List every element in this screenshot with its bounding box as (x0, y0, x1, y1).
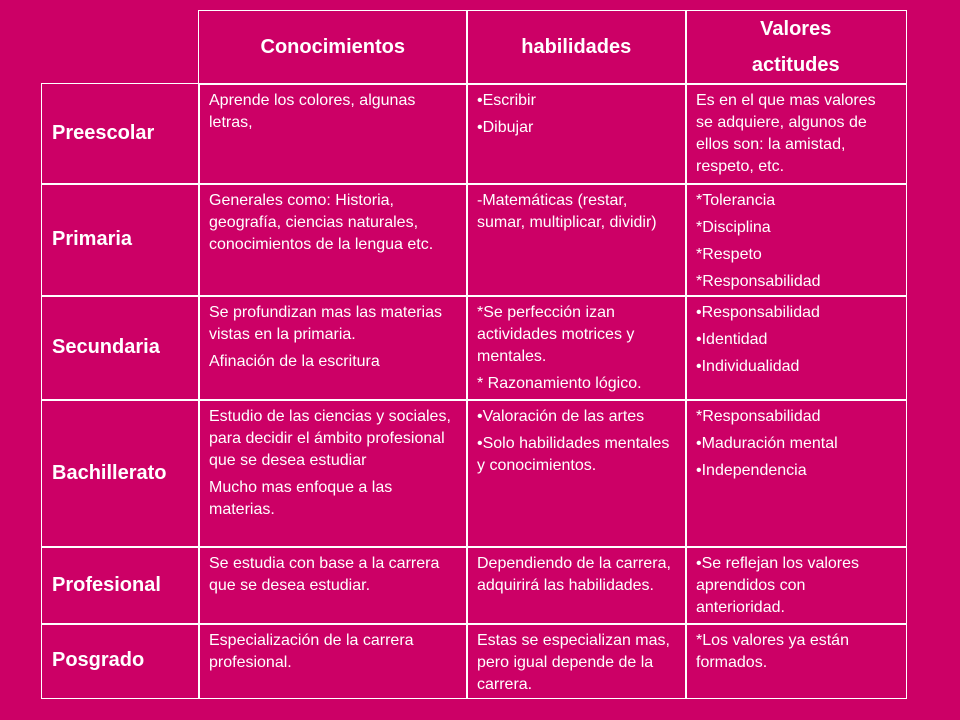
cell-text: Estas se especializan mas, pero igual depende de la carrera. (477, 632, 670, 693)
table-cell (198, 83, 468, 185)
table-cell (685, 183, 907, 297)
cell-text: •Valoración de las artes (477, 408, 645, 425)
table-cell (466, 83, 687, 185)
row-header-label: Preescolar (52, 122, 155, 145)
cell-text: Estudio de las ciencias y sociales, para decidir el ámbito profesional que se desea estudiar (209, 408, 451, 469)
cell-text: •Maduración mental (696, 435, 838, 452)
cell-text: •Identidad (696, 331, 768, 348)
cell-text: Dependiendo de la carrera, adquirirá las habilidades. (477, 555, 671, 594)
cell-text: *Responsabilidad (696, 273, 821, 290)
cell-text: *Tolerancia (696, 192, 776, 209)
table-cell (198, 623, 468, 699)
row-header (41, 399, 200, 548)
row-header-label: Secundaria (52, 336, 160, 359)
table-cell (466, 623, 687, 699)
cell-text: Generales como: Historia, geografía, ciencias naturales, conocimientos de la lengua etc. (209, 192, 434, 253)
cell-text: •Dibujar (477, 119, 534, 136)
table-cell (198, 183, 468, 297)
table-cell (685, 83, 907, 185)
cell-text: •Se reflejan los valores aprendidos con anterioridad. (696, 555, 860, 616)
row-header (41, 83, 200, 185)
cell-text: Es en el que mas valores se adquiere, algunos de ellos son: la amistad, respeto, etc. (696, 92, 876, 175)
table-cell (198, 546, 468, 625)
table-cell (685, 623, 907, 699)
column-header (466, 10, 687, 85)
row-header-label: Posgrado (52, 649, 145, 672)
cell-text: •Independencia (696, 462, 807, 479)
table-cell (685, 399, 907, 548)
cell-text: *Respeto (696, 246, 762, 263)
cell-text: *Responsabilidad (696, 408, 821, 425)
table-cell (466, 546, 687, 625)
table-cell (198, 295, 468, 401)
table-cell (466, 183, 687, 297)
table-cell (685, 546, 907, 625)
column-header-label: Conocimientos (260, 36, 405, 59)
row-header (41, 295, 200, 401)
row-header-label: Bachillerato (52, 461, 167, 484)
cell-text: Aprende los colores, algunas letras, (209, 92, 416, 131)
cell-text: •Escribir (477, 92, 536, 109)
cell-text: Mucho mas enfoque a las materias. (209, 479, 393, 518)
cell-text: •Solo habilidades mentales y conocimientos. (477, 435, 670, 474)
cell-text: •Responsabilidad (696, 304, 820, 321)
column-header (685, 10, 907, 85)
cell-text: -Matemáticas (restar, sumar, multiplicar, dividir) (477, 192, 657, 231)
cell-text: Especialización de la carrera profesional. (209, 632, 414, 671)
cell-text: *Disciplina (696, 219, 771, 236)
column-header (198, 10, 468, 85)
table-cell (466, 399, 687, 548)
row-header-label: Primaria (52, 228, 133, 251)
row-header-label: Profesional (52, 573, 161, 596)
table-cell (685, 295, 907, 401)
column-header-label: Valores actitudes (751, 18, 840, 77)
column-header-label: habilidades (521, 36, 632, 59)
cell-text: •Individualidad (696, 358, 800, 375)
cell-text: Se profundizan mas las materias vistas en la primaria. (209, 304, 442, 343)
table-cell (198, 399, 468, 548)
table-cell (466, 295, 687, 401)
cell-text: *Se perfección izan actividades motrices y mentales. (477, 304, 635, 365)
row-header (41, 623, 200, 699)
row-header (41, 183, 200, 297)
row-header (41, 546, 200, 625)
cell-text: *Los valores ya están formados. (696, 632, 849, 671)
cell-text: Afinación de la escritura (209, 353, 380, 370)
cell-text: * Razonamiento lógico. (477, 375, 642, 392)
cell-text: Se estudia con base a la carrera que se desea estudiar. (209, 555, 440, 594)
